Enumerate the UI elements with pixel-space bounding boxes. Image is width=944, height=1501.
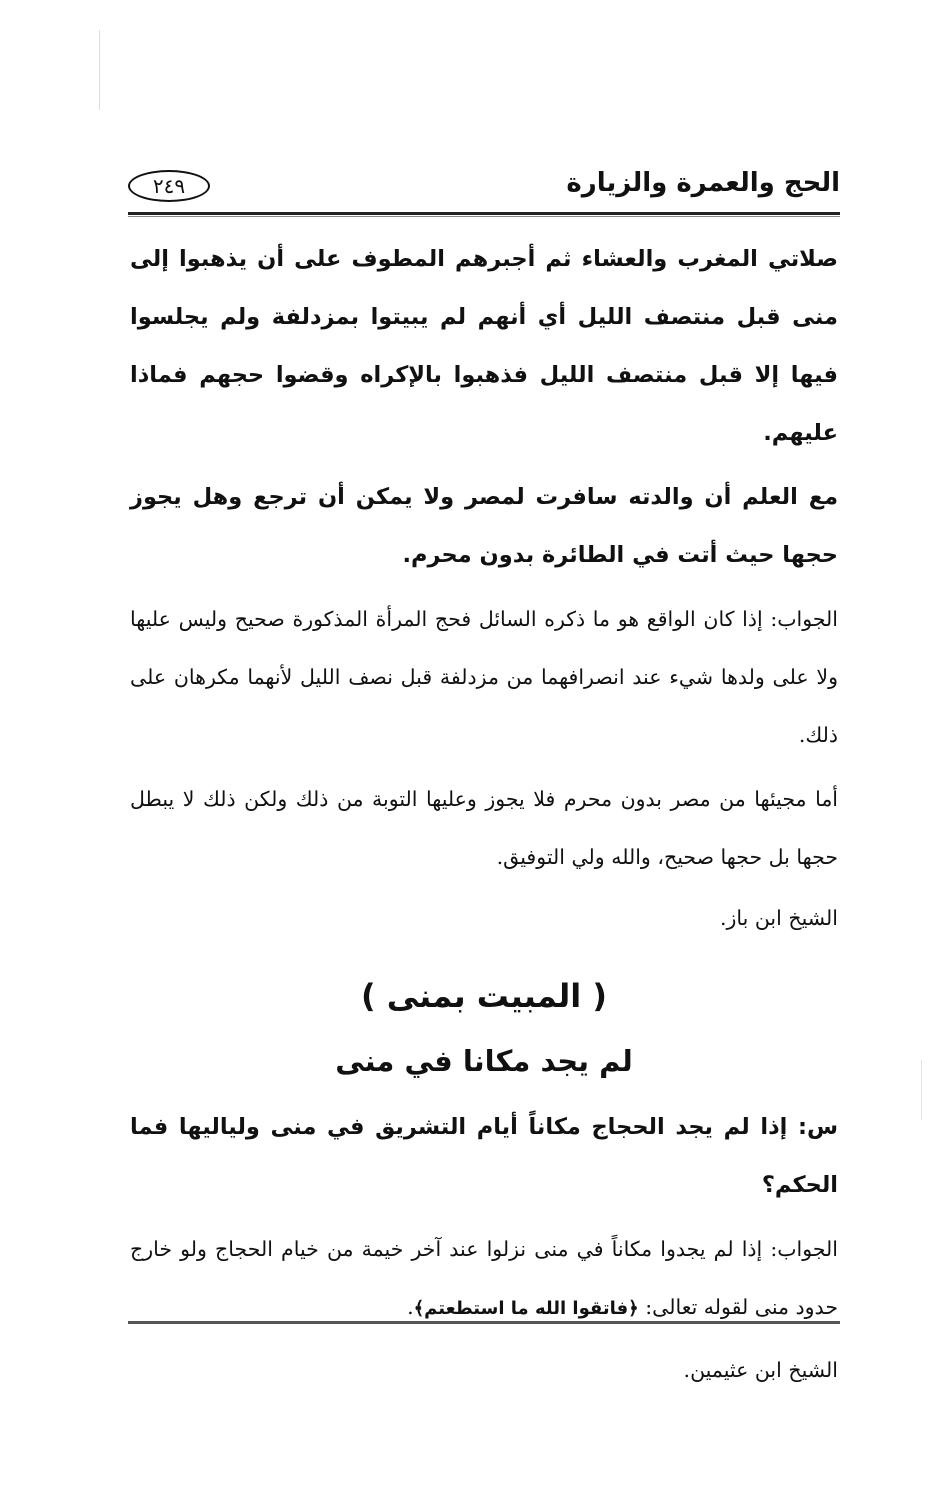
scan-edge-mark — [99, 30, 100, 110]
answer-text: أما مجيئها من مصر بدون محرم فلا يجوز وعليها التوبة من ذلك ولكن ذلك لا يبطل حجها بل حجها صحيح، والله ولي التوفيق. — [130, 787, 838, 869]
answer-text-part: الجواب: إذا لم يجدوا مكاناً في منى نزلوا عند آخر خيمة من خيام الحجاج ولو خارج حدود منى لقوله تعالى: — [130, 1237, 838, 1319]
quran-verse: ﴿فاتقوا الله ما استطعتم﴾ — [413, 1298, 639, 1319]
question-text: مع العلم أن والدته سافرت لمصر ولا يمكن أن ترجع وهل يجوز حجها حيث أتت في الطائرة بدون محرم. — [130, 484, 838, 568]
section-title: ( المبيت بمنى ) — [360, 977, 607, 1015]
answer-text: الجواب: إذا كان الواقع هو ما ذكره السائل فحج المرأة المذكورة صحيح وليس عليها ولا على ولدها شيء عند انصرافهما من مزدلفة قبل نصف الليل لأنهما مكرهان على ذلك. — [130, 607, 838, 747]
scan-edge-mark — [921, 1060, 922, 1120]
section-subtitle: لم يجد مكانا في منى — [335, 1044, 633, 1078]
question-text: صلاتي المغرب والعشاء ثم أجبرهم المطوف على أن يذهبوا إلى منى قبل منتصف الليل أي أنهم لم يبيتوا بمزدلفة ولم يجلسوا فيها إلا قبل منتصف الليل فذهبوا بالإكراه وقضوا حجهم فماذا عليهم. — [130, 246, 838, 446]
footer-rule — [128, 1321, 840, 1324]
page-number: ٢٤٩ — [128, 170, 210, 202]
answer-text-part: . — [407, 1295, 414, 1319]
running-title: الحج والعمرة والزيارة — [566, 168, 840, 198]
answer-source: الشيخ ابن باز. — [719, 906, 838, 930]
question-text: س: إذا لم يجد الحجاج مكاناً أيام التشريق في منى ولياليها فما الحكم؟ — [130, 1114, 838, 1198]
answer-source: الشيخ ابن عثيمين. — [683, 1358, 838, 1382]
page-body — [130, 230, 838, 1398]
page-header — [128, 166, 840, 212]
header-rule — [128, 212, 840, 217]
